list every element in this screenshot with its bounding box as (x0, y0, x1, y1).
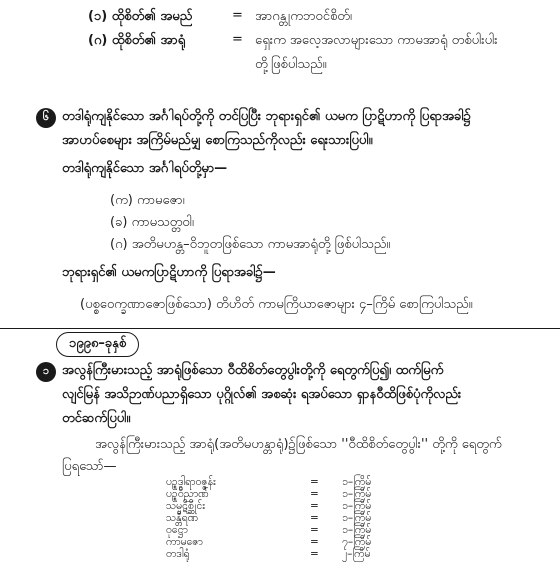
question1-line1: အလွန်ကြီးမားသည့် အာရုံဖြစ်သော ဝီထိစိတ်တွေပွါးတို့ကို ရေတွက်ပြ၍၊ ထက်မြက် (62, 363, 444, 378)
question6-line1: တဒါရုံကျနိုင်သော အင်္ဂါရပ်တို့ကို တင်ပြပြီး ဘုရားရှင်၏ ယမက ပြာဋိဟာကို ပြရာအခါ၌ (62, 109, 471, 124)
top-row1-label: (၁) ထိုစိတ်၏ အမည် (88, 9, 193, 24)
year-label-box: ၁၉၉၈–ခုနှစ် (56, 332, 139, 357)
schedule-eq-1: = (310, 476, 319, 488)
section-divider (0, 328, 560, 329)
top-row2-eq: = (232, 32, 243, 47)
schedule-value-2: ၁–ကြိမ် (342, 488, 372, 500)
schedule-eq-6: = (310, 536, 319, 548)
schedule-name-3: သမ္ပဋိစ္ဆိုင်း (166, 500, 205, 512)
schedule-eq-5: = (310, 524, 319, 536)
question1-intro-line1: အလွန်ကြီးမားသည့် အာရုံ(အတိမဟန္တာရုံ)၌ဖြစ်သော ''ဝီထိစိတ်တွေပွါး'' တို့ကို ရေတွက် (95, 437, 502, 452)
schedule-name-7: တဒါရုံ (166, 548, 190, 560)
top-row2-value-line2: တို့ဖြစ်ပါသည်။ (255, 57, 327, 72)
schedule-name-5: ဝုဋ္ဌော (166, 524, 188, 536)
schedule-name-1: ပဉ္စဒွါရာဝဇ္ဇန်း (166, 476, 216, 488)
schedule-name-2: ပဉ္စဝိညာဏ် (166, 488, 209, 500)
schedule-value-4: ၁–ကြိမ် (342, 512, 372, 524)
schedule-eq-4: = (310, 512, 319, 524)
schedule-value-6: ၇–ကြိမ် (342, 536, 372, 548)
schedule-value-5: ၁–ကြိမ် (342, 524, 372, 536)
schedule-eq-2: = (310, 488, 319, 500)
question1-intro-line2: ပြရသော်— (62, 459, 117, 474)
schedule-eq-7: = (310, 548, 319, 560)
question6-item-3: (ဂ) အတိမဟန္တ–ဝိဘူတဖြစ်သော ကာမအာရုံတို့ ဖြစ်ပါသည်။ (110, 237, 391, 252)
schedule-name-4: သန္တီရဏ (166, 512, 199, 524)
question1-line3: တင်ဆက်ပြပါ။ (62, 411, 131, 426)
schedule-value-7: ၂–ကြိမ် (342, 548, 371, 560)
schedule-value-3: ၁–ကြိမ် (342, 500, 372, 512)
question-number-badge-2: ၁ (36, 362, 56, 382)
top-row2-value-line1: ရှေးက အလေ့အလာများသော ကာမအာရုံ တစ်ပါးပါး (255, 33, 498, 48)
question6-answer: (ပစ္စဝေက္ခဏာဇောဖြစ်သော) တိဟိတ် ကာမကြိယာဇောများ ၄–ကြိမ် စောကြပါသည်။ (80, 297, 473, 312)
top-row1-value: အာဂန္တုကဘဝင်စိတ်၊ (255, 9, 352, 24)
question6-line2: အာဟပ်စေများ အကြိမ်မည်မျှ စောကြသည်ကိုလည်း ရေးသားပြပါ။ (62, 133, 373, 148)
question6-subheading: တဒါရုံကျနိုင်သော အင်္ဂါရပ်တို့မှာ— (62, 161, 228, 176)
question-number-badge: ၆ (36, 108, 56, 128)
question6-item-2: (ခ) ကာမသတ္တဝါ၊ (110, 215, 194, 230)
schedule-eq-3: = (310, 500, 319, 512)
question6-heading2: ဘုရားရှင်၏ ယမကပြာဋိဟာကို ပြရာအခါ၌— (62, 265, 276, 280)
top-row1-eq: = (232, 8, 243, 23)
question6-item-1: (က) ကာမဇော၊ (110, 193, 185, 208)
schedule-name-6: ကာမဇော (166, 536, 203, 548)
schedule-value-1: ၁–ကြိမ် (342, 476, 372, 488)
top-row2-label: (ဂ) ထိုစိတ်၏ အာရုံ (88, 33, 186, 48)
question1-line2: လျင်မြန် အသိဉာဏ်ပညာရှိသော ပုဂ္ဂိုလ်၏ အစဆုံး ရအပ်သော ရှာနဝီထိဖြစ်ပုံကိုလည်း (62, 387, 462, 402)
